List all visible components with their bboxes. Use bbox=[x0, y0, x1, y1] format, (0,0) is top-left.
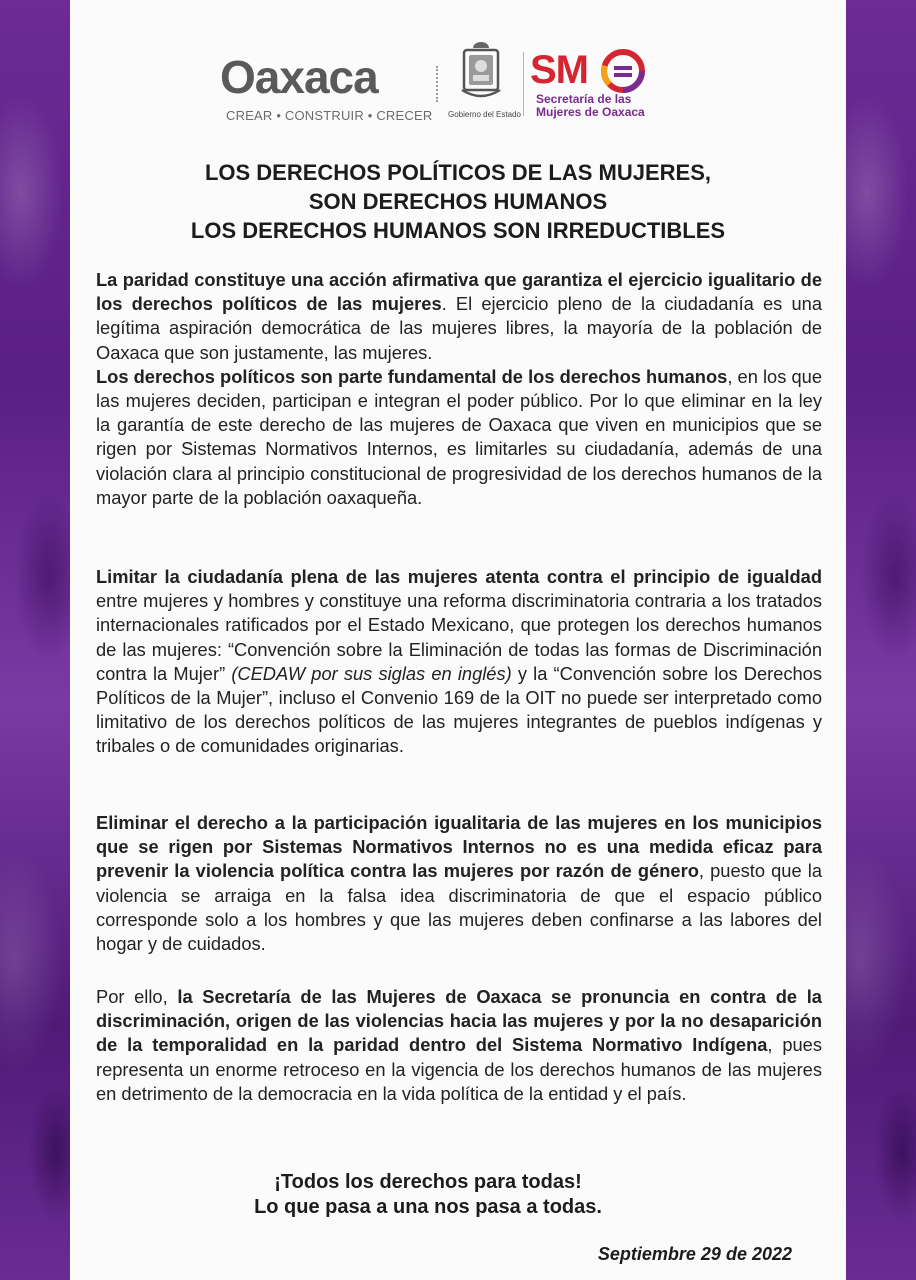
paragraph-block-1 bbox=[96, 268, 822, 510]
sm-logo: SM bbox=[530, 48, 588, 92]
sm-subtitle-line1: Secretaría de las bbox=[536, 92, 632, 106]
paragraph-1-text: . El ejercicio pleno de la ciudadanía es una legítima aspiración democrática de las mujeres libres, la mayoría de la población de Oaxaca que son justamente, las mujeres. bbox=[96, 293, 822, 363]
sm-logo-symbol-icon bbox=[600, 48, 646, 94]
oaxaca-logo: Oaxaca bbox=[220, 51, 378, 103]
paragraph-3-text: entre mujeres y hombres y constituye una reforma discriminatoria contraria a los tratados internacionales ratificados por el Estado Mexicano, que protegen los derechos humanos de las mujeres: “Convención sobre la Eliminación de todas las formas de Discriminación contra la Mujer” bbox=[96, 590, 822, 684]
paragraph-3-text-2: y la “Convención sobre los Derechos Políticos de la Mujer”, incluso el Convenio 169 de la OIT no puede ser interpretado como limitativo de los derechos políticos de las mujeres integrantes de pueblos indígenas y tribales o de comunidades originarias. bbox=[96, 662, 822, 757]
closing-line-2: Lo que pasa a una nos pasa a todas. bbox=[254, 1196, 602, 1218]
paragraph-2-text: , en los que las mujeres deciden, participan e integran el poder público. Por lo que eliminar en la ley la garantía de este derecho de las mujeres de Oaxaca que viven en municipios que se rigen por Sistemas Normativos Internos, es limitarles su ciudadanía, además de una violación clara al principio constitucional de progresividad de los derechos humanos de la mayor parte de la población oaxaqueña. bbox=[96, 365, 822, 508]
left-decorative-border bbox=[0, 0, 70, 1280]
gobierno-label: Gobierno del Estado bbox=[448, 110, 521, 119]
paragraph-4-bold: Eliminar el derecho a la participación igualitaria de las mujeres en los municipios que se rigen por Sistemas Normativos Internos no es una medida eficaz para prevenir la violencia política contra las mujeres por razón de género bbox=[96, 812, 822, 882]
header-logos bbox=[70, 40, 846, 130]
closing-slogan bbox=[70, 1170, 786, 1220]
state-coat-of-arms-icon bbox=[456, 40, 506, 104]
paragraph-block-4 bbox=[96, 811, 822, 956]
title-line-2: SON DERECHOS HUMANOS bbox=[308, 189, 608, 214]
paragraph-3-bold: Limitar la ciudadanía plena de las mujeres atenta contra el principio de igualdad bbox=[96, 566, 822, 587]
logo-divider-dotted bbox=[436, 66, 441, 102]
logo-divider-line bbox=[523, 52, 524, 116]
document-date: Septiembre 29 de 2022 bbox=[597, 1244, 792, 1264]
paragraph-5-lead: Por ello, bbox=[96, 986, 178, 1007]
sm-subtitle-line2: Mujeres de Oaxaca bbox=[536, 105, 645, 119]
paragraph-5-text: , pues representa un enorme retroceso en la vigencia de los derechos humanos de las mujeres en detrimento de la democracia en la vida política de la entidad y el país. bbox=[96, 1034, 822, 1104]
title-line-3: LOS DERECHOS HUMANOS SON IRREDUCTIBLES bbox=[190, 218, 726, 243]
paragraph-3 bbox=[96, 565, 822, 759]
paragraph-4 bbox=[96, 811, 822, 956]
title-line-1: LOS DERECHOS POLÍTICOS DE LAS MUJERES, bbox=[204, 160, 712, 185]
document-title bbox=[70, 158, 846, 245]
paragraph-2-bold: Los derechos políticos son parte fundamental de los derechos humanos bbox=[96, 365, 728, 387]
document-page bbox=[70, 0, 846, 1280]
paragraph-4-text: , puesto que la violencia se arraiga en la falsa idea discriminatoria de que el espacio público corresponde solo a los hombres y que las mujeres deben confinarse a las labores del hogar y de cuidados. bbox=[96, 860, 822, 955]
paragraph-5-bold: la Secretaría de las Mujeres de Oaxaca se pronuncia en contra de la discriminación, origen de las violencias hacia las mujeres y por la no desaparición de la temporalidad en la paridad dentro del Sistema Normativo Indígena bbox=[96, 986, 822, 1056]
paragraph-block-3 bbox=[96, 565, 822, 759]
closing-line-1: ¡Todos los derechos para todas! bbox=[274, 1171, 582, 1193]
paragraph-2 bbox=[96, 365, 822, 510]
paragraph-block-5 bbox=[96, 985, 822, 1106]
right-decorative-border bbox=[846, 0, 916, 1280]
paragraph-5 bbox=[96, 985, 822, 1106]
paragraph-3-italic: (CEDAW por sus siglas en inglés) bbox=[231, 662, 512, 684]
paragraph-1 bbox=[96, 268, 822, 365]
paragraph-1-bold: La paridad constituye una acción afirmativa que garantiza el ejercicio igualitario de los derechos políticos de las mujeres bbox=[96, 269, 822, 315]
sm-subtitle bbox=[536, 93, 645, 119]
oaxaca-tagline: CREAR • CONSTRUIR • CRECER bbox=[226, 108, 433, 123]
